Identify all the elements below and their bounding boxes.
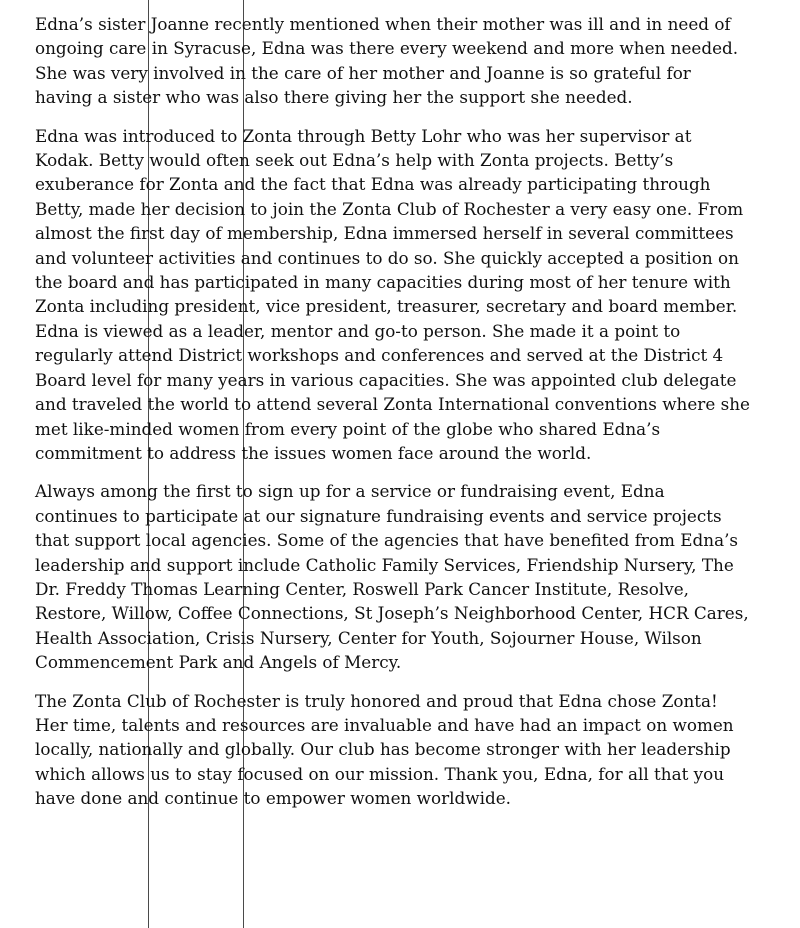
- text-line: Dr. Freddy Thomas Learning Center, Roswell Park Cancer Institute, Resolve,: [35, 578, 689, 599]
- document-body: [35, 12, 795, 825]
- text-line: Board level for many years in various capacities. She was appointed club delegate: [35, 369, 737, 390]
- text-line: that support local agencies. Some of the agencies that have benefited from Edna’s: [35, 530, 739, 551]
- text-line: which allows us to stay focused on our mission. Thank you, Edna, for all that you: [35, 763, 725, 784]
- text-line: Betty, made her decision to join the Zonta Club of Rochester a very easy one. From: [35, 198, 744, 219]
- text-line: almost the first day of membership, Edna immersed herself in several committees: [35, 223, 734, 244]
- text-line: commitment to address the issues women face around the world.: [35, 442, 592, 463]
- text-line: Kodak. Betty would often seek out Edna’s help with Zonta projects. Betty’s: [35, 150, 674, 171]
- text-line: continues to participate at our signature fundraising events and service projects: [35, 505, 722, 526]
- text-line: Edna was introduced to Zonta through Betty Lohr who was her supervisor at: [35, 125, 692, 146]
- text-line: regularly attend District workshops and conferences and served at the District 4: [35, 345, 724, 366]
- text-line: Edna’s sister Joanne recently mentioned when their mother was ill and in need of: [35, 14, 731, 34]
- text-line: Health Association, Crisis Nursery, Center for Youth, Sojourner House, Wilson: [35, 627, 702, 648]
- text-line: Edna is viewed as a leader, mentor and go-to person. She made it a point to: [35, 320, 681, 341]
- text-line: ongoing care in Syracuse, Edna was there every weekend and more when needed.: [35, 38, 739, 59]
- paragraph: [35, 12, 795, 110]
- text-line: She was very involved in the care of her mother and Joanne is so grateful for: [35, 62, 691, 83]
- text-line: leadership and support include Catholic Family Services, Friendship Nursery, The: [35, 554, 734, 575]
- text-line: Restore, Willow, Coffee Connections, St Joseph’s Neighborhood Center, HCR Cares,: [35, 603, 749, 624]
- paragraph: [35, 479, 795, 674]
- text-line: have done and continue to empower women worldwide.: [35, 788, 511, 809]
- text-line: and traveled the world to attend several Zonta International conventions where she: [35, 394, 750, 415]
- text-line: The Zonta Club of Rochester is truly honored and proud that Edna chose Zonta!: [35, 690, 718, 711]
- text-line: locally, nationally and globally. Our club has become stronger with her leadership: [35, 739, 731, 760]
- text-line: met like-minded women from every point of the globe who shared Edna’s: [35, 418, 661, 439]
- text-line: the board and has participated in many capacities during most of her tenure with: [35, 272, 731, 293]
- paragraph: [35, 689, 795, 811]
- text-line: exuberance for Zonta and the fact that Edna was already participating through: [35, 174, 711, 195]
- text-line: and volunteer activities and continues to do so. She quickly accepted a position on: [35, 247, 739, 268]
- text-line: Always among the first to sign up for a service or fundraising event, Edna: [35, 481, 665, 502]
- text-line: Her time, talents and resources are invaluable and have had an impact on women: [35, 714, 734, 735]
- text-line: Commencement Park and Angels of Mercy.: [35, 652, 402, 673]
- text-line: having a sister who was also there giving her the support she needed.: [35, 87, 633, 108]
- paragraph: [35, 124, 795, 466]
- text-line: Zonta including president, vice president, treasurer, secretary and board member.: [35, 296, 738, 317]
